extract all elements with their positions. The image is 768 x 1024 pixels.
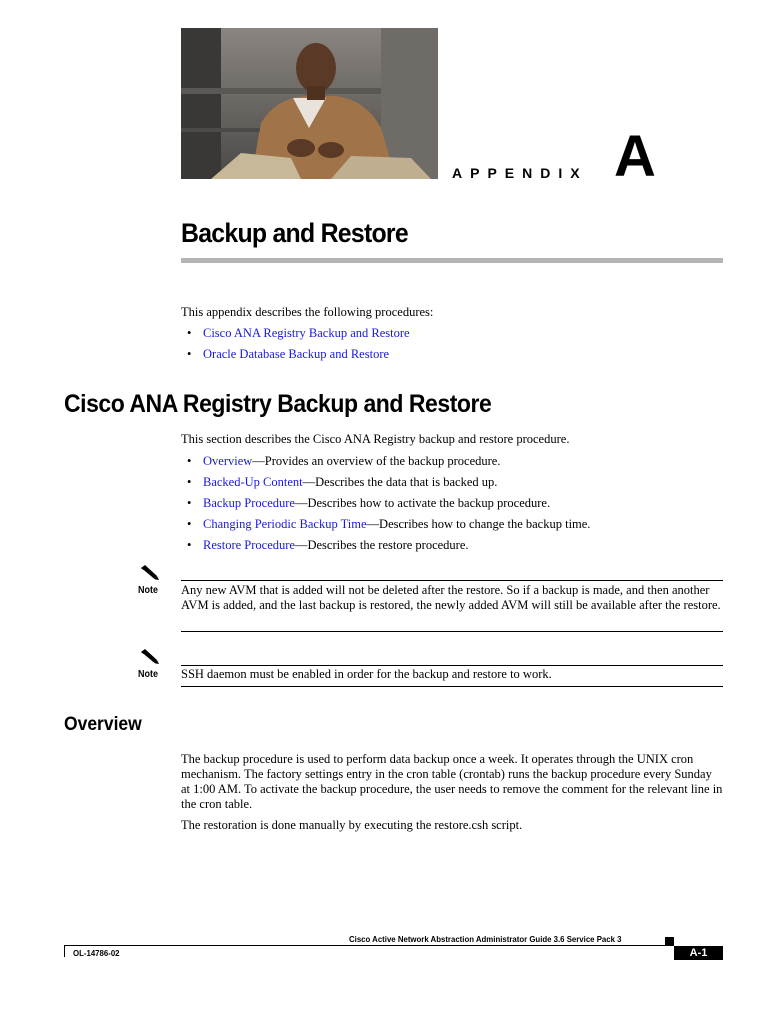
section-heading-registry: Cisco ANA Registry Backup and Restore [64, 390, 492, 418]
note-text: SSH daemon must be enabled in order for the backup and restore to work. [181, 667, 552, 681]
link-oracle-backup[interactable]: Oracle Database Backup and Restore [203, 347, 390, 361]
list-item [181, 475, 590, 496]
overview-paragraph: The backup procedure is used to perform data backup once a week. It operates through the UNIX cron mechanism. The factory settings entry in the cron table (crontab) runs the backup procedure every Sunday at 1:00 AM. To activate the backup procedure, the user needs to remove the comment for the relevant line in the cron table. [181, 752, 723, 811]
item-description: —Describes how to change the backup time. [366, 517, 591, 531]
list-item [181, 496, 590, 517]
appendix-label: APPENDIX [452, 165, 588, 181]
list-item [181, 326, 410, 347]
link-registry-backup[interactable]: Cisco ANA Registry Backup and Restore [203, 326, 410, 340]
footer-doc-number: OL-14786-02 [73, 948, 120, 958]
list-item [181, 347, 410, 368]
overview-paragraph: The restoration is done manually by executing the restore.csh script. [181, 818, 523, 832]
item-description: —Provides an overview of the backup procedure. [252, 454, 501, 468]
item-description: —Describes how to activate the backup procedure. [294, 496, 551, 510]
item-description: —Describes the restore procedure. [294, 538, 469, 552]
section-heading-overview: Overview [64, 714, 142, 735]
page-number-badge: A-1 [674, 946, 723, 960]
note-top-rule [181, 665, 723, 666]
note-label: Note [138, 585, 159, 596]
note-label: Note [138, 669, 159, 680]
list-item [181, 517, 590, 538]
footer-rule [64, 945, 674, 946]
note-text: Any new AVM that is added will not be deleted after the restore. So if a backup is made, and then another AVM is added, and the last backup is restored, the newly added AVM will still be available after the restore. [181, 583, 721, 612]
item-description: —Describes the data that is backed up. [302, 475, 498, 489]
pencil-icon [139, 564, 161, 582]
appendix-letter: A [614, 124, 656, 189]
intro-text: This appendix describes the following procedures: [181, 305, 434, 319]
section-link-list [181, 454, 590, 559]
header-photo [181, 28, 438, 179]
intro-link-list [181, 326, 410, 368]
footer-tick [64, 945, 65, 957]
title-rule [181, 258, 723, 263]
link-overview[interactable]: Overview [203, 454, 253, 468]
list-item [181, 454, 590, 475]
person-photo-illustration [181, 28, 438, 179]
link-changing-backup-time[interactable]: Changing Periodic Backup Time [203, 517, 367, 531]
pencil-icon [139, 648, 161, 666]
link-backed-up-content[interactable]: Backed-Up Content [203, 475, 303, 489]
note-bottom-rule [181, 631, 723, 632]
link-backup-procedure[interactable]: Backup Procedure [203, 496, 295, 510]
section-intro: This section describes the Cisco ANA Registry backup and restore procedure. [181, 432, 570, 446]
note-top-rule [181, 580, 723, 581]
list-item [181, 538, 590, 559]
link-restore-procedure[interactable]: Restore Procedure [203, 538, 295, 552]
note-bottom-rule [181, 686, 723, 687]
chapter-title: Backup and Restore [181, 218, 408, 248]
footer-book-title: Cisco Active Network Abstraction Administrator Guide 3.6 Service Pack 3 [349, 934, 622, 944]
